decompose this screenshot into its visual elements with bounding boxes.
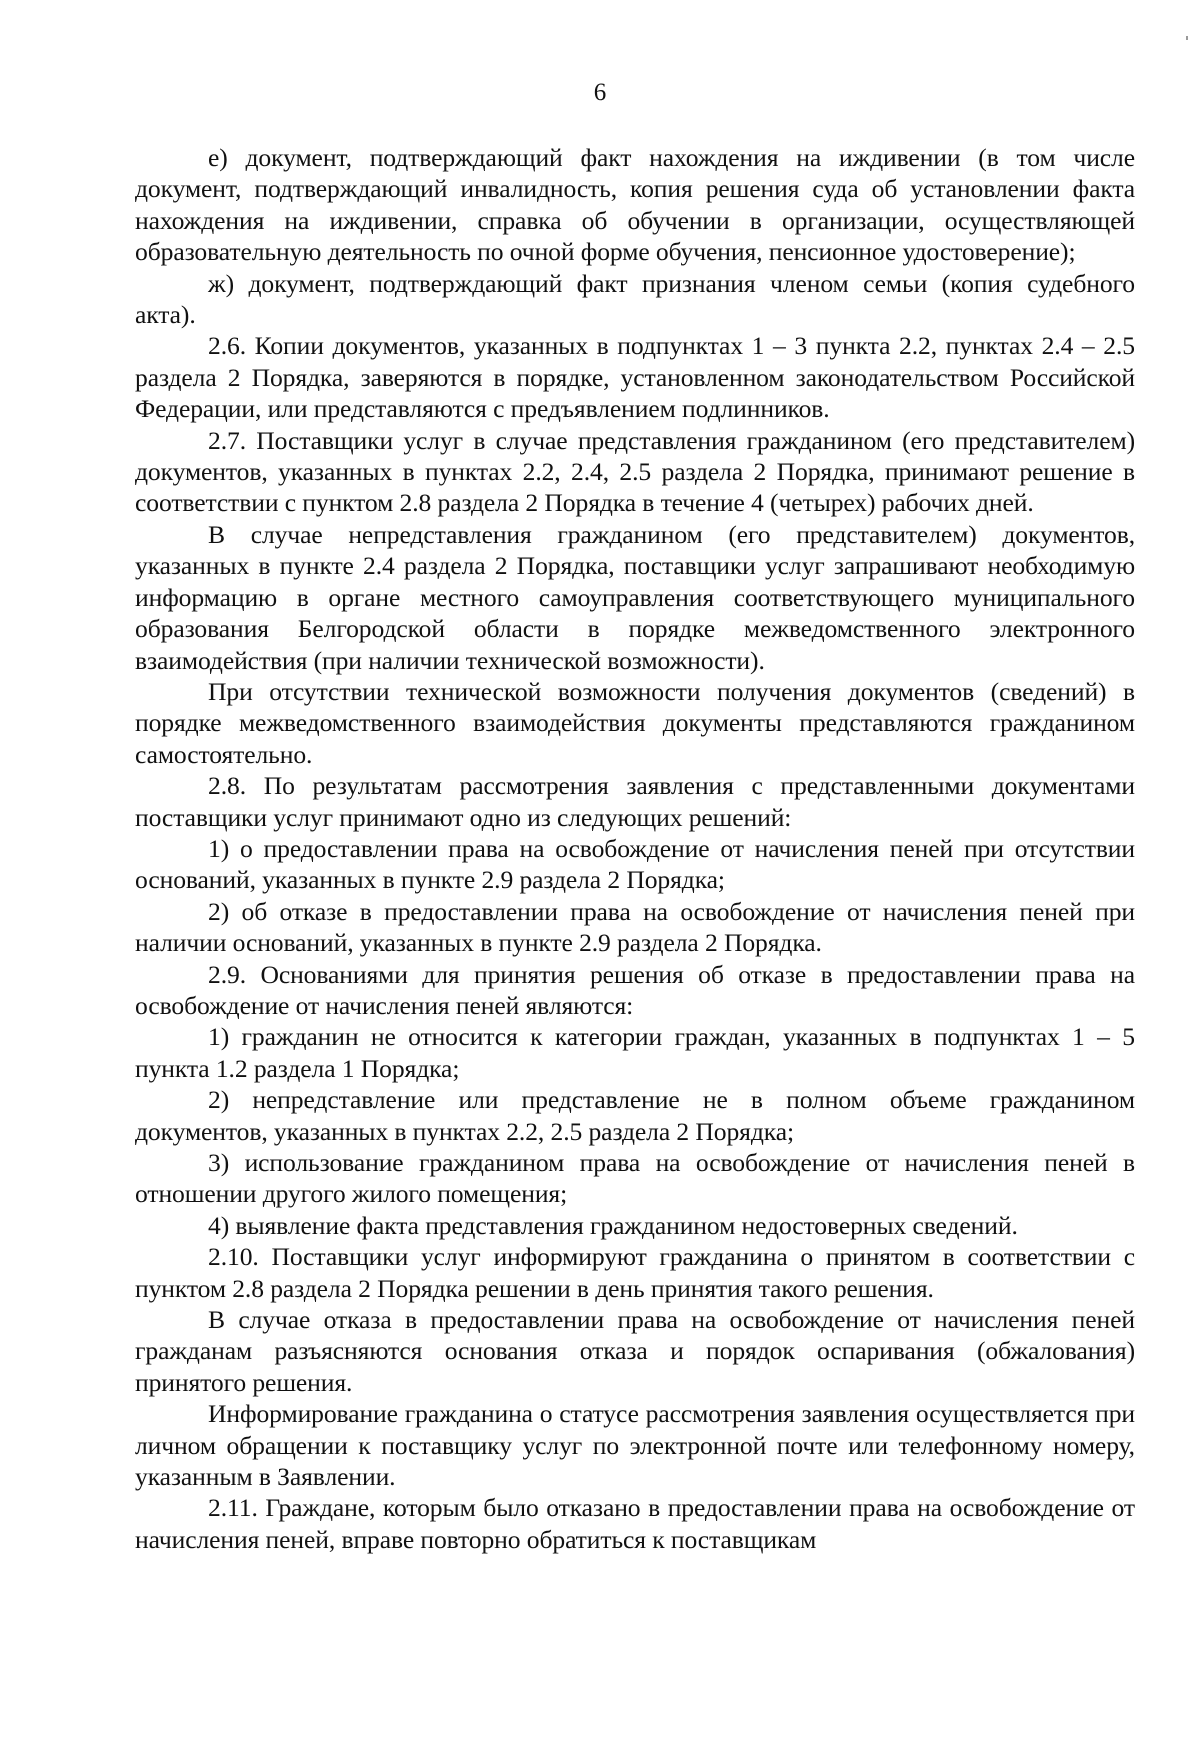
page-number: 6 [593, 79, 607, 106]
paragraph-clause-2-7: 2.7. Поставщики услуг в случае представления гражданином (его представителем) документов, указанных в пунктах 2.2, 2.4, 2.5 раздела 2 Порядка, принимают решение в соответствии с пунктом 2.8 раздела 2 Порядка в течение 4 (четырех) рабочих дней. [135, 425, 1135, 518]
paragraph-clause-2-7-no-technical-possibility: При отсутствии технической возможности получения документов (сведений) в порядке межведомственного взаимодействия документы представляются гражданином самостоятельно. [135, 676, 1135, 769]
paragraph-document-e: е) документ, подтверждающий факт нахождения на иждивении (в том числе документ, подтверждающий инвалидность, копия решения суда об установлении факта нахождения на иждивении, справка об обучении в организации, осуществляющей образовательную деятельность по очной форме обучения, пенсионное удостоверение); [135, 143, 1135, 267]
paragraph-clause-2-8-item-2: 2) об отказе в предоставлении права на освобождение от начисления пеней при наличии оснований, указанных в пункте 2.9 раздела 2 Порядка. [135, 896, 1135, 958]
paragraph-document-zh: ж) документ, подтверждающий факт признания членом семьи (копия судебного акта). [135, 268, 1135, 330]
paragraph-clause-2-10-informing: Информирование гражданина о статусе рассмотрения заявления осуществляется при личном обращении к поставщику услуг по электронной почте или телефонному номеру, указанным в Заявлении. [135, 1399, 1135, 1492]
paragraph-clause-2-9-item-3: 3) использование гражданином права на освобождение от начисления пеней в отношении другого жилого помещения; [135, 1148, 1135, 1209]
paragraph-clause-2-10-refusal: В случае отказа в предоставлении права на освобождение от начисления пеней гражданам разъясняются основания отказа и порядок оспаривания (обжалования) принятого решения. [135, 1305, 1135, 1397]
paragraph-clause-2-10: 2.10. Поставщики услуг информируют гражданина о принятом в соответствии с пунктом 2.8 раздела 2 Порядка решении в день принятия такого решения. [135, 1242, 1135, 1303]
scan-edge-mark [1186, 36, 1188, 40]
document-body [135, 142, 1135, 1555]
paragraph-clause-2-9-item-2: 2) непредставление или представление не в полном объеме гражданином документов, указанных в пунктах 2.2, 2.5 раздела 2 Порядка; [135, 1085, 1135, 1146]
paragraph-clause-2-8: 2.8. По результатам рассмотрения заявления с представленными документами поставщики услуг принимают одно из следующих решений: [135, 771, 1135, 832]
paragraph-clause-2-9: 2.9. Основаниями для принятия решения об отказе в предоставлении права на освобождение от начисления пеней являются: [135, 959, 1135, 1020]
paragraph-clause-2-11: 2.11. Граждане, которым было отказано в предоставлении права на освобождение от начисления пеней, вправе повторно обратиться к поставщикам [135, 1493, 1135, 1554]
paragraph-clause-2-9-item-4: 4) выявление факта представления гражданином недостоверных сведений. [208, 1210, 1018, 1240]
paragraph-clause-2-7-nonsubmission: В случае непредставления гражданином (его представителем) документов, указанных в пункте 2.4 раздела 2 Порядка, поставщики услуг запрашивают необходимую информацию в органе местного самоуправления соответствующего муниципального образования Белгородской области в порядке межведомственного электронного взаимодействия (при наличии технической возможности). [135, 519, 1135, 675]
paragraph-clause-2-8-item-1: 1) о предоставлении права на освобождение от начисления пеней при отсутствии оснований, указанных в пункте 2.9 раздела 2 Порядка; [135, 833, 1135, 895]
paragraph-clause-2-9-item-1: 1) гражданин не относится к категории граждан, указанных в подпунктах 1 – 5 пункта 1.2 раздела 1 Порядка; [135, 1022, 1135, 1083]
paragraph-clause-2-6: 2.6. Копии документов, указанных в подпунктах 1 – 3 пункта 2.2, пунктах 2.4 – 2.5 раздела 2 Порядка, заверяются в порядке, установленном законодательством Российской Федерации, или представляются с предъявлением подлинников. [135, 331, 1135, 424]
